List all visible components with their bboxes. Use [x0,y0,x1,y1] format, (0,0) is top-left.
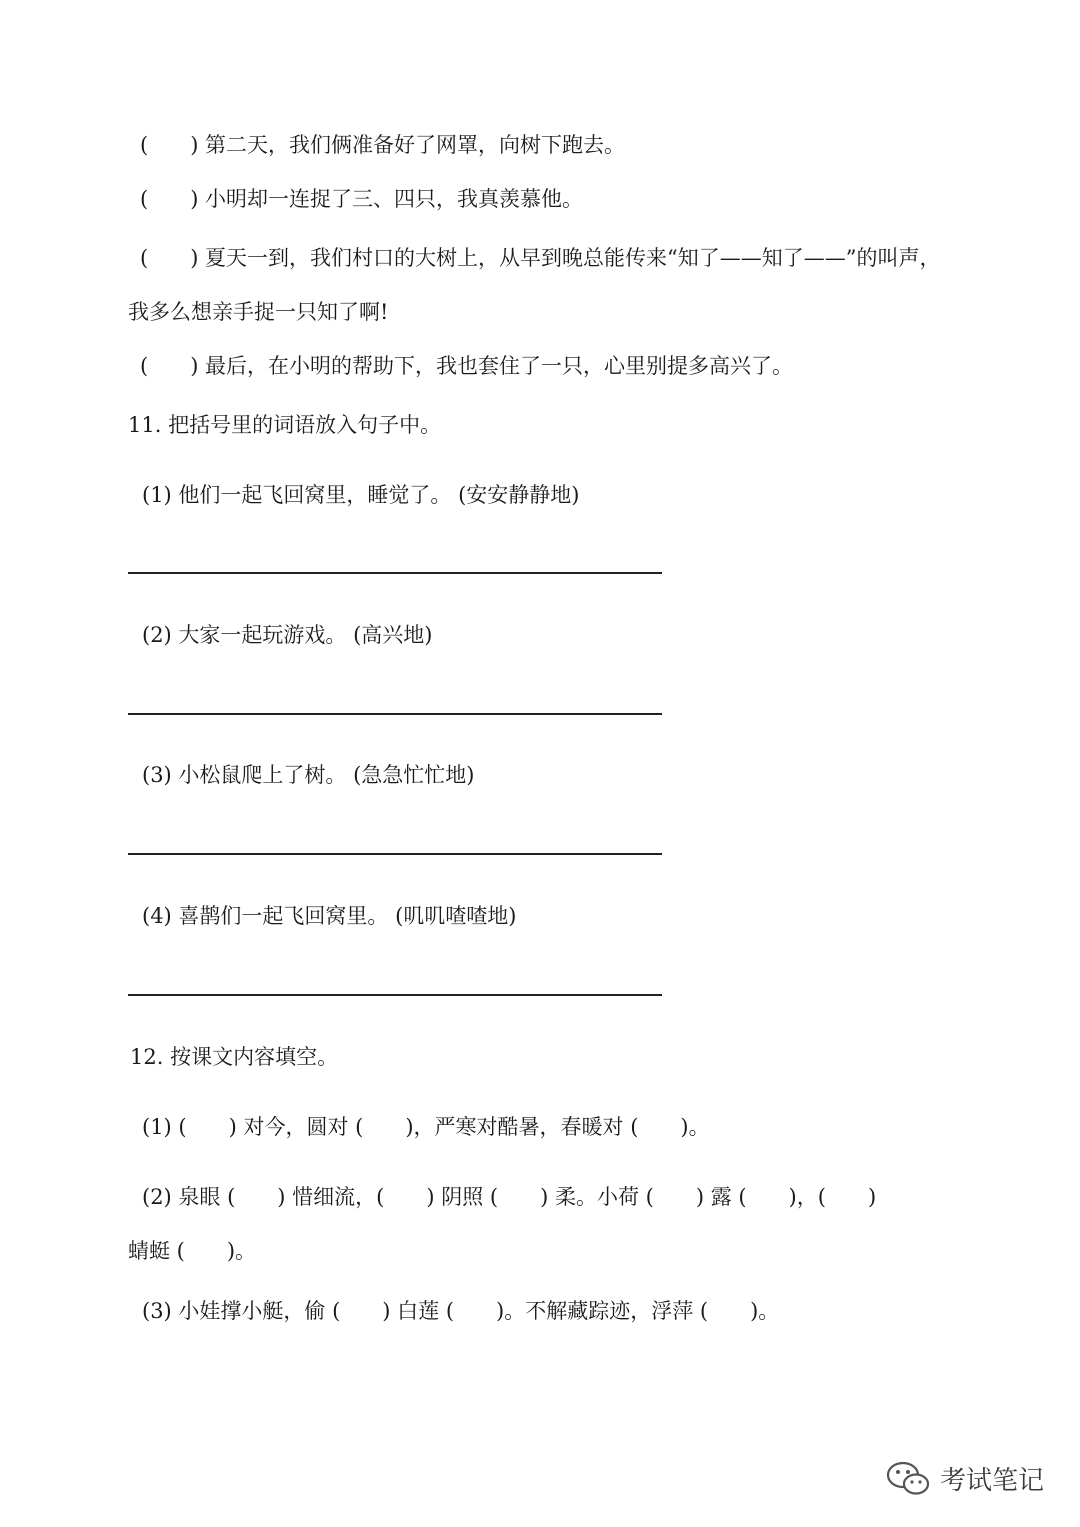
q11-item-2: (2) 大家一起玩游戏。 (高兴地) [142,623,433,647]
q12-title: 12. 按课文内容填空。 [130,1045,339,1069]
wechat-icon [884,1458,932,1498]
ordering-line-3-cont: 我多么想亲手捉一只知了啊! [128,300,389,324]
q11-title: 11. 把括号里的词语放入句子中。 [128,413,442,437]
answer-line-3[interactable] [128,853,662,855]
q12-line-2: (2) 泉眼 ( ) 惜细流，( ) 阴照 ( ) 柔。小荷 ( ) 露 ( )，( ) [142,1185,877,1209]
q11-item-1: (1) 他们一起飞回窝里，睡觉了。 (安安静静地) [142,483,580,507]
ordering-line-3: ( ) 夏天一到，我们村口的大树上，从早到晚总能传来“知了——知了——”的叫声， [140,246,941,270]
q12-line-3: (3) 小娃撑小艇，偷 ( ) 白莲 ( )。不解藏踪迹，浮萍 ( )。 [142,1299,780,1323]
ordering-line-1: ( ) 第二天，我们俩准备好了网罩，向树下跑去。 [140,133,626,157]
q12-line-2-cont: 蜻蜓 ( )。 [128,1239,257,1263]
answer-line-1[interactable] [128,572,662,574]
q12-line-1: (1) ( ) 对今，圆对 ( )，严寒对酷暑，春暖对 ( )。 [142,1115,710,1139]
q11-item-3: (3) 小松鼠爬上了树。 (急急忙忙地) [142,763,475,787]
watermark [884,1458,1044,1498]
q11-item-4: (4) 喜鹊们一起飞回窝里。 (叽叽喳喳地) [142,904,517,928]
ordering-line-2: ( ) 小明却一连捉了三、四只，我真羡慕他。 [140,187,584,211]
answer-line-4[interactable] [128,994,662,996]
watermark-text: 考试笔记 [939,1465,1044,1496]
answer-line-2[interactable] [128,713,662,715]
ordering-line-4: ( ) 最后，在小明的帮助下，我也套住了一只，心里别提多高兴了。 [140,354,794,378]
